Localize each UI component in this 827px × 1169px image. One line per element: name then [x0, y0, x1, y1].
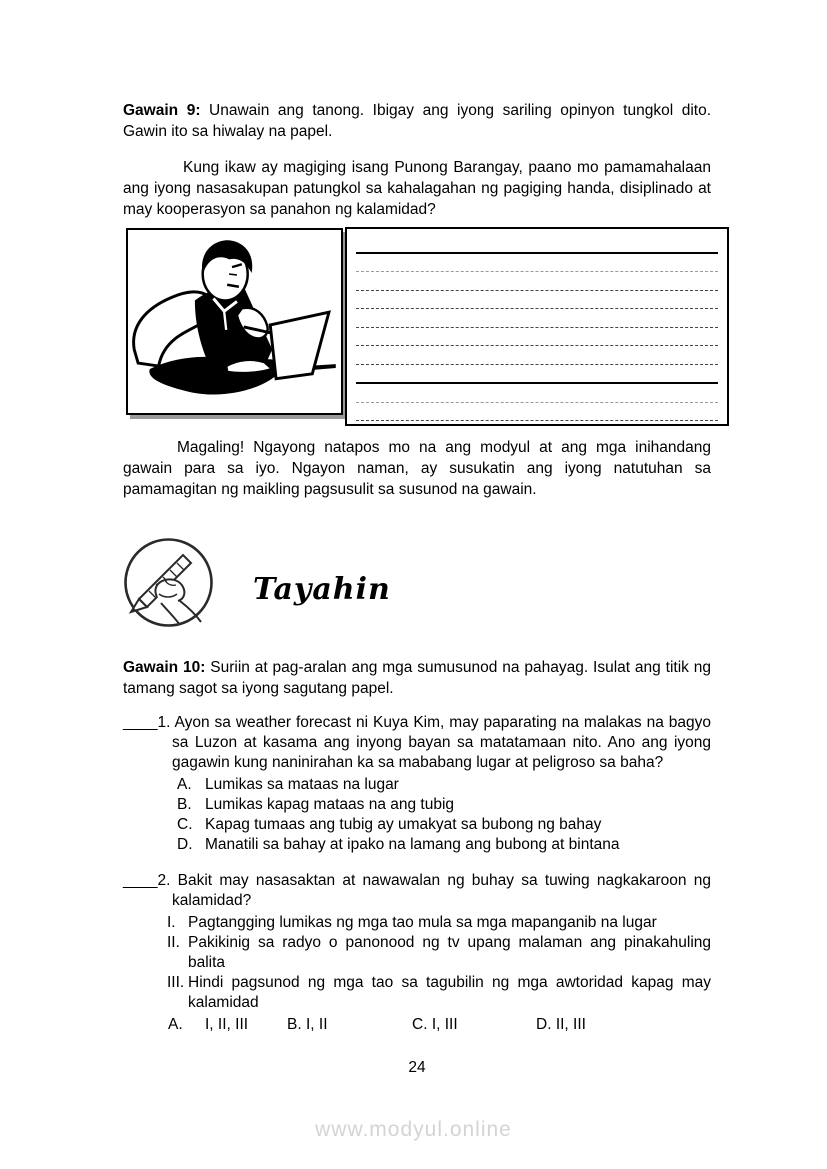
gawain9-instruction-text: Unawain ang tanong. Ibigay ang iyong sariling opinyon tungkol dito. Gawin ito sa hiwalay na papel.	[123, 102, 712, 140]
transition-section	[123, 437, 711, 500]
choice-c: C. I, III	[412, 1016, 458, 1033]
question-2-text: ____2. Bakit may nasasaktan at nawawalan ng buhay sa tuwing nagkakaroon ng kalamidad?	[123, 872, 711, 909]
question-1	[123, 713, 711, 855]
gawain9-prompt-section	[123, 157, 711, 220]
watermark: www.modyul.online	[315, 1118, 512, 1141]
answer-line	[356, 254, 718, 273]
section-title-tayahin: Tayahin	[253, 572, 391, 607]
question-1-options	[123, 775, 711, 855]
option-b: B. Lumikas kapag mataas na ang tubig	[177, 796, 455, 813]
choice-d: D. II, III	[536, 1016, 586, 1033]
answer-blank: ____	[123, 714, 158, 731]
gawain9-prompt: Kung ikaw ay magiging isang Punong Barangay, paano mo pamamahalaan ang iyong nasasakupan patungkol sa kahalagahan ng pagiging handa, disiplinado at may kooperasyon sa panahon ng kalamidad?	[123, 159, 711, 218]
choice-a: A. I, II, III	[168, 1016, 249, 1033]
question-2	[123, 871, 711, 1035]
hand-writing-pencil-icon	[123, 537, 214, 628]
option-a: A. Lumikas sa mataas na lugar	[177, 776, 399, 793]
page-number: 24	[408, 1059, 426, 1076]
statement-i: I. Pagtangging lumikas ng mga tao mula sa mga mapanganib na lugar	[167, 914, 657, 931]
choice-b: B. I, II	[287, 1016, 328, 1033]
gawain10-label: Gawain 10:	[123, 659, 206, 676]
answer-line	[356, 291, 718, 310]
option-d: D. Manatili sa bahay at ipako na lamang ang bubong at bintana	[177, 836, 620, 853]
gawain9-label: Gawain 9:	[123, 102, 201, 119]
answer-line	[356, 346, 718, 365]
answer-line	[356, 384, 718, 403]
question-1-text: ____1. Ayon sa weather forecast ni Kuya Kim, may paparating na malakas na bagyo sa Luzon at kasama ang inyong bayan sa matatamaan nito. Ano ang iyong gagawin kung naninirahan ka sa mababang lugar at peligroso sa baha?	[123, 714, 712, 771]
question-number: 1.	[157, 714, 171, 731]
gawain10-instruction-text: Suriin at pag-aralan ang mga sumusunod na pahayag. Isulat ang titik ng tamang sagot sa iyong sagutang papel.	[123, 659, 712, 697]
option-c: C. Kapag tumaas ang tubig ay umakyat sa bubong ng bahay	[177, 816, 602, 833]
activity-answer-box	[123, 227, 711, 421]
gawain9-section	[123, 100, 711, 142]
gawain10-section	[123, 657, 711, 699]
answer-line	[356, 272, 718, 291]
transition-paragraph: Magaling! Ngayong natapos mo na ang modyul at ang mga inihandang gawain para sa iyo. Ngayon naman, ay susukatin ang iyong natutuhan sa pamamagitan ng maikling pagsusulit sa susunod na gawain.	[123, 439, 711, 498]
answer-line	[356, 328, 718, 347]
answer-lines-panel	[345, 227, 729, 426]
statement-iii: III. Hindi pagsunod ng mga tao sa tagubilin ng mga awtoridad kapag may kalamidad	[167, 974, 711, 1011]
writing-person-illustration	[126, 228, 343, 415]
answer-line	[356, 309, 718, 328]
question-2-statements	[123, 913, 711, 1013]
answer-blank: ____	[123, 872, 158, 889]
answer-line	[356, 365, 718, 385]
question-2-answer-choices	[123, 1015, 711, 1035]
gawain9-instructions	[123, 100, 711, 142]
answer-line	[356, 234, 718, 254]
gawain10-instructions	[123, 657, 711, 699]
question-number: 2.	[157, 872, 171, 889]
statement-ii: II. Pakikinig sa radyo o panonood ng tv upang malaman ang pinakahuling balita	[167, 934, 711, 971]
answer-line	[356, 403, 718, 422]
